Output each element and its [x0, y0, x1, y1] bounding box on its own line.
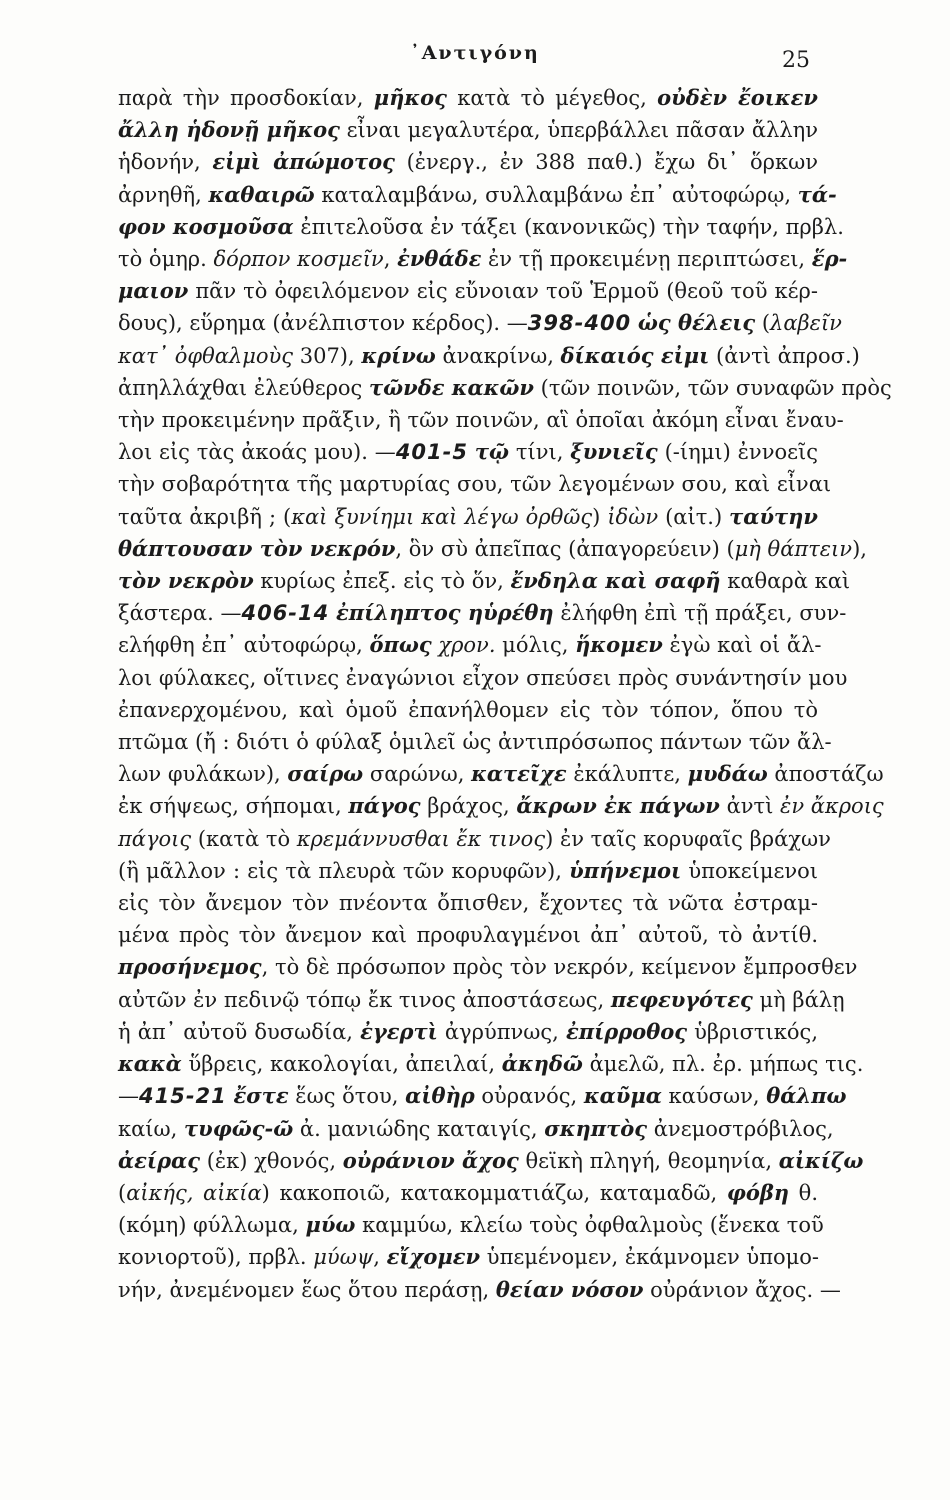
text-line [118, 1016, 818, 1048]
line-reference: 406-14 [241, 601, 330, 626]
lemma: ταύτην [729, 503, 819, 529]
text-segment: (κατὰ τὸ [191, 826, 297, 851]
lemma: αἰκίζω [778, 1147, 864, 1173]
text-line [118, 629, 822, 661]
lemma: ἥκομεν [575, 632, 663, 658]
text-segment: λοι εἰς τὰς ἀκοάς μου). — [118, 440, 396, 465]
lemma: ξυνιεῖς [570, 439, 658, 465]
lemma: φόβη [726, 1179, 790, 1205]
text-segment [631, 311, 638, 335]
lemma: ἰδὼν [607, 504, 659, 529]
text-segment: τὴν σοβαρότητα τῆς μαρτυρίας σου, τῶν λεγομένων σου, καὶ εἶναι [118, 472, 832, 497]
text-segment: ἀντὶ [719, 794, 781, 819]
lemma: λαβεῖν [770, 311, 842, 336]
lemma: ἔστε [233, 1083, 289, 1109]
lemma: τῶνδε κακῶν [369, 374, 534, 400]
line-reference: 401-5 [395, 440, 468, 465]
text-segment: ) ἐν ταῖς κορυφαῖς βράχων [545, 826, 831, 851]
text-line [118, 565, 851, 597]
text-line [118, 1241, 818, 1273]
text-segment: καθαρὰ καὶ [720, 569, 851, 594]
text-line [118, 468, 832, 500]
text-segment: εἰς τὸν ἄνεμον τὸν πνέοντα ὄπισθεν, ἔχοντες τὰ νῶτα ἐστραμ- [118, 891, 818, 916]
text-segment: ἐν τῇ προκειμένῃ περιπτώσει, [481, 247, 812, 272]
lemma: κακὰ [118, 1051, 182, 1077]
text-segment: ἐγὼ καὶ οἱ ἄλ- [662, 633, 822, 658]
text-segment: ὑβριστικός, [687, 1019, 818, 1044]
text-segment: πτῶμα (ἤ : διότι ὁ φύλαξ ὁμιλεῖ ὡς ἀντιπρόσωπος πάντων τῶν ἄλ- [118, 730, 832, 755]
text-segment: καμμύω, κλείω τοὺς ὀφθαλμοὺς (ἕνεκα τοῦ [355, 1213, 824, 1238]
lemma: ἀείρας [118, 1147, 201, 1173]
text-segment: ), [852, 536, 867, 561]
text-segment: ἀ. μανιώδης καταιγίς, [293, 1116, 545, 1141]
lemma: κρεμάννυσθαι ἔκ τινος [296, 826, 546, 851]
lemma: πεφευγότες [610, 986, 753, 1012]
text-line [118, 662, 848, 694]
commentary-text [118, 82, 892, 1306]
lemma: τυφῶς-ῶ [184, 1115, 294, 1141]
lemma: χρον. [438, 633, 496, 658]
text-line [118, 694, 818, 726]
lemma: μὴ θάπτειν [734, 536, 853, 561]
lemma: μύω [305, 1212, 356, 1238]
lemma: καὶ ξυνίημι καὶ λέγω ὀρθῶς [291, 504, 593, 529]
text-segment: ταῦτα ἀκριβῆ ; ( [118, 504, 292, 529]
lemma: μυδάω [687, 761, 768, 787]
text-line [118, 501, 818, 533]
text-segment: ἀπηλλάχθαι ἐλεύθερος [118, 375, 369, 400]
text-line [118, 340, 860, 372]
lemma: θάλπω [766, 1083, 847, 1109]
text-line [118, 1274, 841, 1306]
lemma: κατ᾽ ὀφθαλμοὺς [118, 343, 294, 368]
line-reference: 415-21 [139, 1084, 227, 1109]
text-line [118, 211, 844, 243]
text-segment: κατὰ τὸ μέγεθος, [446, 86, 658, 110]
text-segment: ἀνεμοστρόβιλος, [647, 1116, 834, 1141]
text-segment: ἐπιτελοῦσα ἐν τάξει (κανονικῶς) τὴν ταφήν, πρβλ. [293, 214, 844, 239]
text-segment: 307), [293, 343, 362, 368]
text-line [118, 1145, 864, 1177]
lemma: ἔνδηλα καὶ σαφῆ [510, 568, 721, 594]
text-segment: ὕβρεις, κακολογίαι, ἀπειλαί, [181, 1052, 502, 1077]
text-line [118, 790, 884, 822]
text-line [118, 758, 884, 790]
text-line [118, 1209, 824, 1241]
text-line [118, 1177, 818, 1209]
text-segment: — [118, 1084, 139, 1109]
text-line [118, 919, 818, 951]
text-segment: ελήφθη ἐπ᾽ αὐτοφώρῳ, [118, 633, 370, 658]
lemma: ἐπίρροθος [565, 1018, 687, 1044]
text-segment: λοι φύλακες, οἵτινες ἐναγώνιοι εἶχον σπεύσει πρὸς συνάντησίν μου [118, 665, 848, 690]
text-segment: παρὰ τὴν προσδοκίαν, [118, 86, 374, 110]
text-segment: ) κακοποιῶ, κατακομματιάζω, καταμαδῶ, [261, 1180, 727, 1205]
line-reference: 398-400 [527, 311, 632, 336]
text-segment: ἀποστάζω [767, 762, 884, 787]
text-segment: (ἀντὶ ἀπροσ.) [709, 343, 860, 368]
text-segment: καταλαμβάνω, συλλαμβάνω ἐπ᾽ αὐτοφώρῳ, [314, 182, 798, 207]
text-segment: σαρώνω, [363, 762, 472, 787]
text-line [118, 243, 848, 275]
text-segment [468, 440, 475, 464]
text-segment: ξάστερα. — [118, 601, 242, 626]
text-line [118, 823, 831, 855]
text-segment: ἐκάλυπτε, [566, 762, 688, 787]
lemma: κρίνω [361, 342, 436, 368]
lemma: ἀκηδῶ [501, 1051, 583, 1077]
lemma: θείαν νόσον [495, 1276, 644, 1302]
lemma: οὐδὲν ἔοικεν [657, 85, 818, 110]
text-line [118, 984, 845, 1016]
text-line [118, 404, 844, 436]
text-segment: κυρίως ἐπεξ. εἰς τὸ ὅν, [253, 569, 511, 594]
text-segment [329, 601, 336, 625]
text-segment: καύσων, [661, 1084, 767, 1109]
lemma: πάγος [348, 793, 421, 819]
lemma: θάπτουσαν τὸν νεκρόν [118, 535, 396, 561]
text-segment: μόλις, [495, 633, 576, 658]
text-segment: , ὃν σὺ ἀπεῖπας (ἀπαγορεύειν) ( [395, 536, 735, 561]
text-segment: οὐρανός, [474, 1084, 584, 1109]
text-segment: ὑποκείμενοι [681, 858, 819, 883]
text-line [118, 726, 832, 758]
text-line [118, 533, 867, 565]
text-segment: , τὸ δὲ πρόσωπον πρὸς τὸν νεκρόν, κείμενον ἔμπροσθεν [261, 955, 858, 980]
text-segment: τίνι, [508, 440, 571, 465]
lemma: οὐράνιον ἄχος [342, 1147, 519, 1173]
text-segment: νήν, ἀνεμένομεν ἕως ὅτου περάσῃ, [118, 1277, 496, 1302]
text-line [118, 1048, 864, 1080]
text-line [118, 146, 818, 178]
text-segment: ἐπανερχομένου, καὶ ὁμοῦ ἐπανήλθομεν εἰς τὸν τόπον, ὅπου τὸ [118, 697, 818, 722]
text-segment: ἐκ σήψεως, σήπομαι, [118, 794, 349, 819]
text-line [118, 951, 858, 983]
text-segment: κονιορτοῦ), πρβλ. [118, 1245, 314, 1270]
text-line [118, 82, 818, 114]
lemma: ὡς θέλεις [637, 310, 756, 336]
lemma: ὅπως [369, 632, 432, 658]
lemma: ἐγερτὶ [360, 1018, 438, 1044]
lemma: τά- [797, 181, 837, 207]
text-line [118, 307, 842, 339]
text-segment: μὴ βάλῃ [752, 987, 845, 1012]
text-line [118, 372, 892, 404]
text-line [118, 275, 818, 307]
lemma: αἰκής, αἰκία [126, 1180, 262, 1205]
lemma: ἐνθάδε [397, 246, 482, 272]
lemma: αἰθὴρ [405, 1083, 475, 1109]
text-segment: (κόμη) φύλλωμα, [118, 1213, 306, 1238]
lemma: τῷ [474, 439, 509, 465]
text-segment: , [383, 247, 398, 272]
lemma: δίκαιός εἰμι [560, 342, 710, 368]
text-segment: ἡ ἀπ᾽ αὐτοῦ δυσωδία, [118, 1019, 361, 1044]
lemma: εἰμὶ ἀπώμοτος [212, 149, 395, 175]
lemma: ἄκρων ἐκ πάγων [516, 793, 720, 819]
text-segment: (ἐκ) χθονός, [200, 1148, 343, 1173]
lemma: φον κοσμοῦσα [118, 213, 294, 239]
lemma: σκηπτὸς [544, 1115, 648, 1141]
text-segment: ( [118, 1180, 127, 1205]
text-segment: ἕως ὅτου, [288, 1084, 406, 1109]
text-segment: πᾶν τὸ ὀφειλόμενον εἰς εὔνοιαν τοῦ Ἑρμοῦ (θεοῦ τοῦ κέρ- [188, 279, 818, 304]
text-segment: (ἐνεργ., ἐν 388 παθ.) ἔχω δι᾽ ὅρκων [394, 150, 818, 175]
text-segment: εἶναι μεγαλυτέρα, ὑπερβάλλει πᾶσαν ἄλλην [339, 118, 818, 143]
lemma: ἄλλη ἡδονῇ μῆκος [118, 117, 340, 143]
text-line [118, 1113, 834, 1145]
lemma: καθαιρῶ [208, 181, 315, 207]
lemma: εἴχομεν [386, 1244, 481, 1270]
text-segment: ( [755, 311, 771, 336]
lemma: ὑπήνεμοι [569, 857, 682, 883]
lemma: τὸν νεκρὸν [118, 568, 254, 594]
lemma: ἐν ἄκροις [780, 794, 884, 819]
text-line [118, 1080, 847, 1112]
text-line [118, 114, 818, 146]
text-segment: καίω, [118, 1116, 185, 1141]
text-line [118, 179, 837, 211]
lemma: μῆκος [373, 85, 447, 110]
text-segment: (τῶν ποινῶν, τῶν συναφῶν πρὸς [534, 375, 892, 400]
text-line [118, 436, 818, 468]
text-segment: ἀρνηθῆ, [118, 182, 209, 207]
lemma: καῦμα [583, 1083, 662, 1109]
text-segment: βράχος, [420, 794, 517, 819]
text-segment: τὴν προκειμένην πρᾶξιν, ἢ τῶν ποινῶν, αἳ ὁποῖαι ἀκόμη εἶναι ἔναυ- [118, 408, 844, 433]
text-segment: (-ίημι) ἐννοεῖς [657, 440, 818, 465]
text-segment: ἡδονήν, [118, 150, 213, 175]
text-segment: ἐλήφθη ἐπὶ τῇ πράξει, συν- [553, 601, 847, 626]
text-segment: λων φυλάκων), [118, 762, 288, 787]
lemma: μύωψ [313, 1245, 374, 1270]
text-segment: ἀμελῶ, πλ. ἐρ. μήπως τις. [582, 1052, 864, 1077]
text-segment: αὐτῶν ἐν πεδινῷ τόπῳ ἔκ τινος ἀποστάσεως, [118, 987, 611, 1012]
lemma: σαίρω [287, 761, 364, 787]
text-line [118, 855, 818, 887]
text-line [118, 597, 847, 629]
text-segment: ὑπεμένομεν, ἐκάμνομεν ὑπομο- [480, 1245, 820, 1270]
text-segment: ἀγρύπνως, [437, 1019, 566, 1044]
text-segment: ἀνακρίνω, [435, 343, 561, 368]
page-number: 25 [782, 48, 810, 73]
lemma: κατεῖχε [471, 761, 567, 787]
text-line [118, 887, 818, 919]
text-segment: θ. [789, 1180, 819, 1205]
text-segment: (αἰτ.) [658, 504, 730, 529]
lemma: πάγοις [118, 826, 192, 851]
text-segment: (ἢ μᾶλλον : εἰς τὰ πλευρὰ τῶν κορυφῶν), [118, 858, 570, 883]
running-title: ᾽Αντιγόνη [410, 42, 540, 64]
text-segment: ) [592, 504, 608, 529]
lemma: ἐπίληπτος ηὑρέθη [335, 600, 554, 626]
lemma: ἕρ- [811, 246, 848, 272]
lemma: προσήνεμος [118, 954, 262, 980]
lemma: μαιον [118, 278, 189, 304]
text-segment: μένα πρὸς τὸν ἄνεμον καὶ προφυλαγμένοι ἀπ᾽ αὐτοῦ, τὸ ἀντίθ. [118, 923, 818, 948]
text-segment: τὸ ὁμηρ. [118, 247, 214, 272]
text-segment: οὐράνιον ἄχος. — [643, 1277, 841, 1302]
lemma: δόρπον κοσμεῖν [213, 247, 384, 272]
text-segment: θεϊκὴ πληγή, θεομηνία, [518, 1148, 779, 1173]
text-segment: , [373, 1245, 387, 1270]
text-segment: δους), εὕρημα (ἀνέλπιστον κέρδος). — [118, 311, 528, 336]
